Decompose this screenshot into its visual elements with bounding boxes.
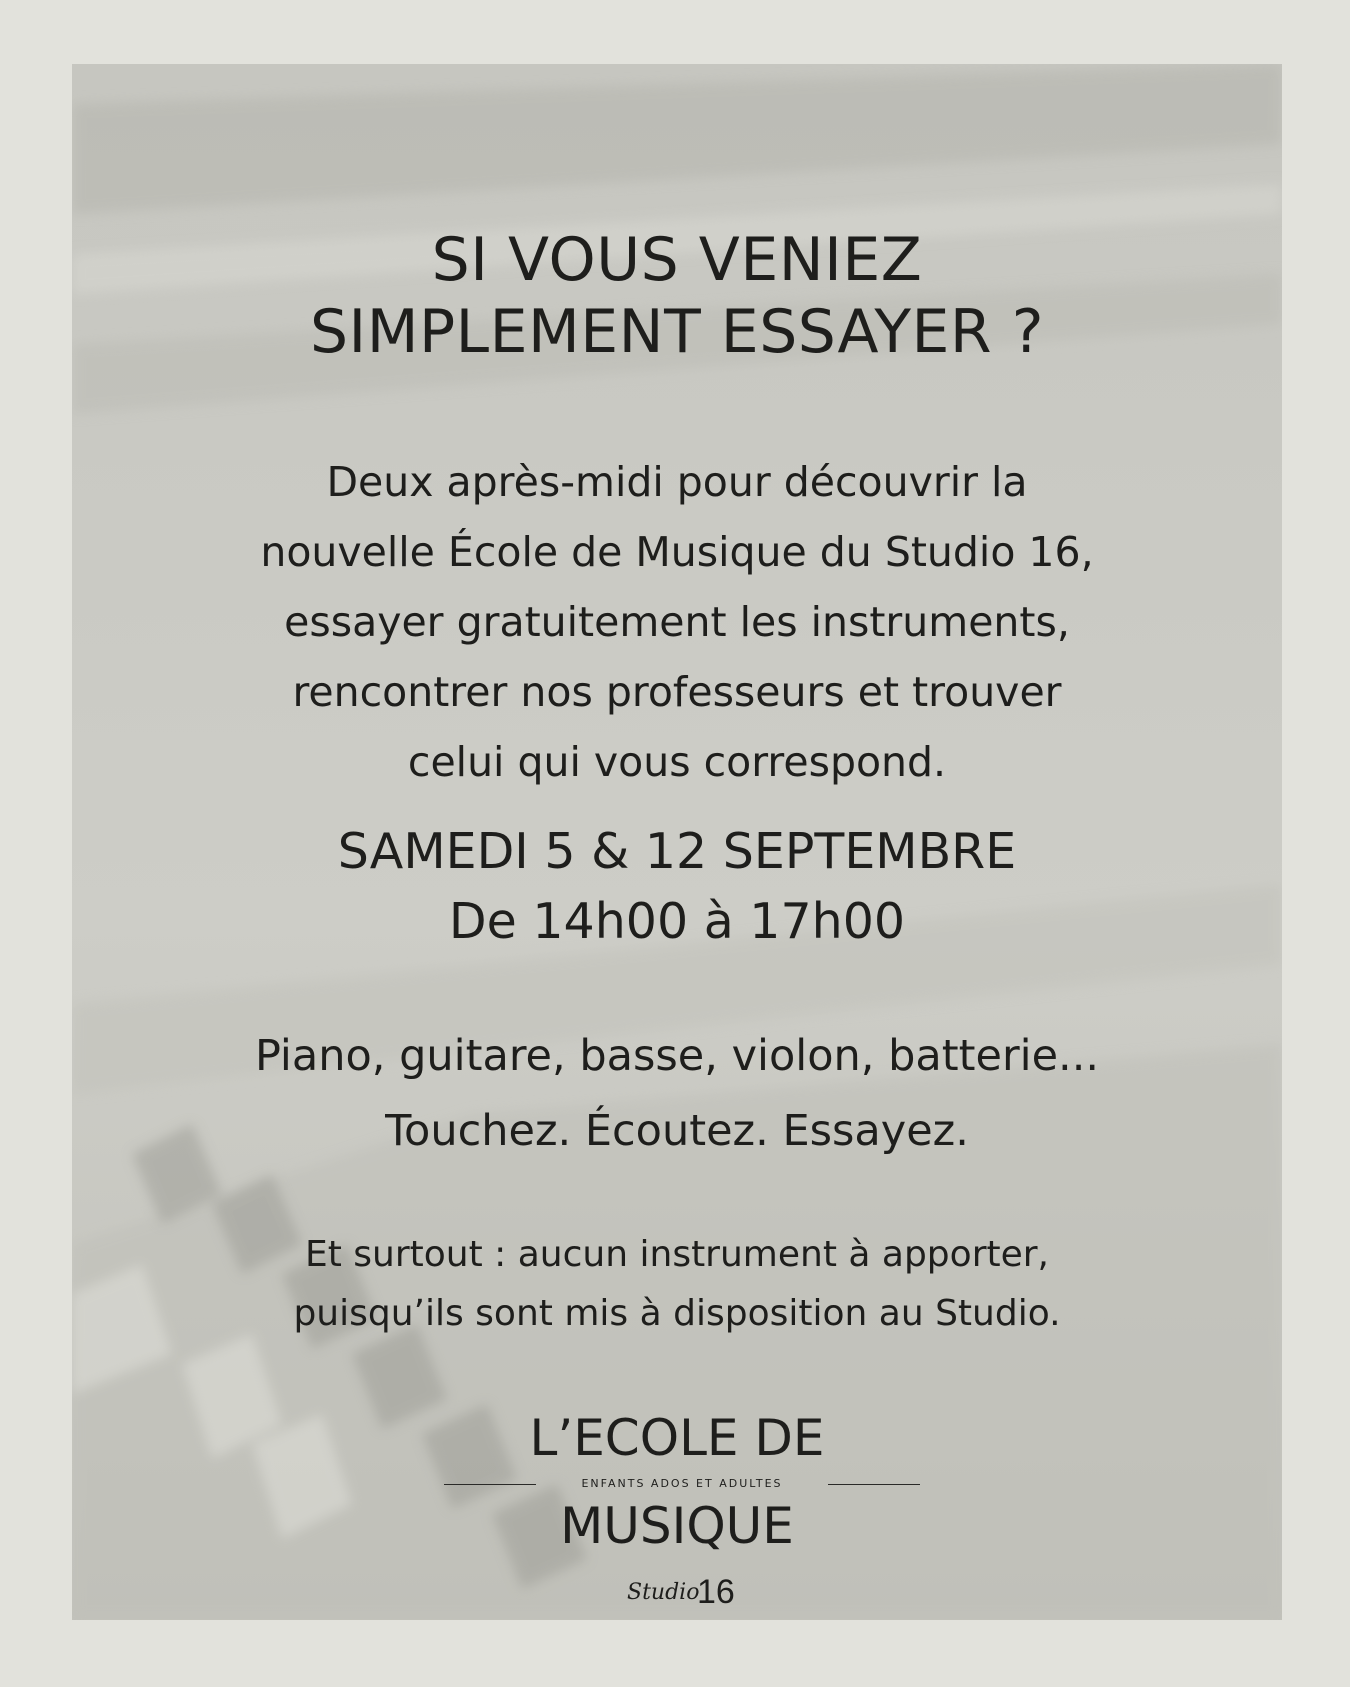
instruments-list: Piano, guitare, basse, violon, batterie... xyxy=(254,1031,1100,1081)
instruments-section xyxy=(72,1019,1282,1169)
event-dates: SAMEDI 5 & 12 SEPTEMBRE xyxy=(337,823,1017,880)
intro-line: rencontrer nos professeurs et trouver xyxy=(292,668,1062,716)
logo-divider-left xyxy=(444,1484,536,1485)
closing-note xyxy=(72,1225,1282,1343)
logo-title-top: L’ECOLE DE xyxy=(529,1409,825,1467)
school-logo xyxy=(72,1408,1282,1611)
logo-subtitle-row xyxy=(444,1476,920,1492)
headline-line: SIMPLEMENT ESSAYER ? xyxy=(309,297,1045,367)
event-hours: De 14h00 à 17h00 xyxy=(448,893,906,950)
logo-subtitle: ENFANTS ADOS ET ADULTES xyxy=(581,1477,783,1490)
logo-divider-right xyxy=(828,1484,920,1485)
studio-script-text: Studio xyxy=(627,1580,700,1605)
studio-number: 16 xyxy=(697,1573,735,1611)
intro-paragraph xyxy=(72,447,1282,797)
logo-title-bottom: MUSIQUE xyxy=(560,1497,794,1555)
intro-line: essayer gratuitement les instruments, xyxy=(284,598,1070,646)
headline xyxy=(72,224,1282,368)
note-line: puisqu’ils sont mis à disposition au Studio. xyxy=(293,1293,1061,1334)
studio-16-logo xyxy=(627,1574,737,1610)
instruments-tagline: Touchez. Écoutez. Essayez. xyxy=(385,1106,969,1156)
poster-content xyxy=(72,64,1282,1620)
intro-line: Deux après-midi pour découvrir la xyxy=(326,458,1028,506)
intro-line: nouvelle École de Musique du Studio 16, xyxy=(260,528,1094,576)
intro-line: celui qui vous correspond. xyxy=(407,738,947,786)
event-schedule xyxy=(72,817,1282,957)
headline-line: SI VOUS VENIEZ xyxy=(431,225,923,295)
note-line: Et surtout : aucun instrument à apporter, xyxy=(304,1234,1049,1275)
poster xyxy=(72,64,1282,1620)
